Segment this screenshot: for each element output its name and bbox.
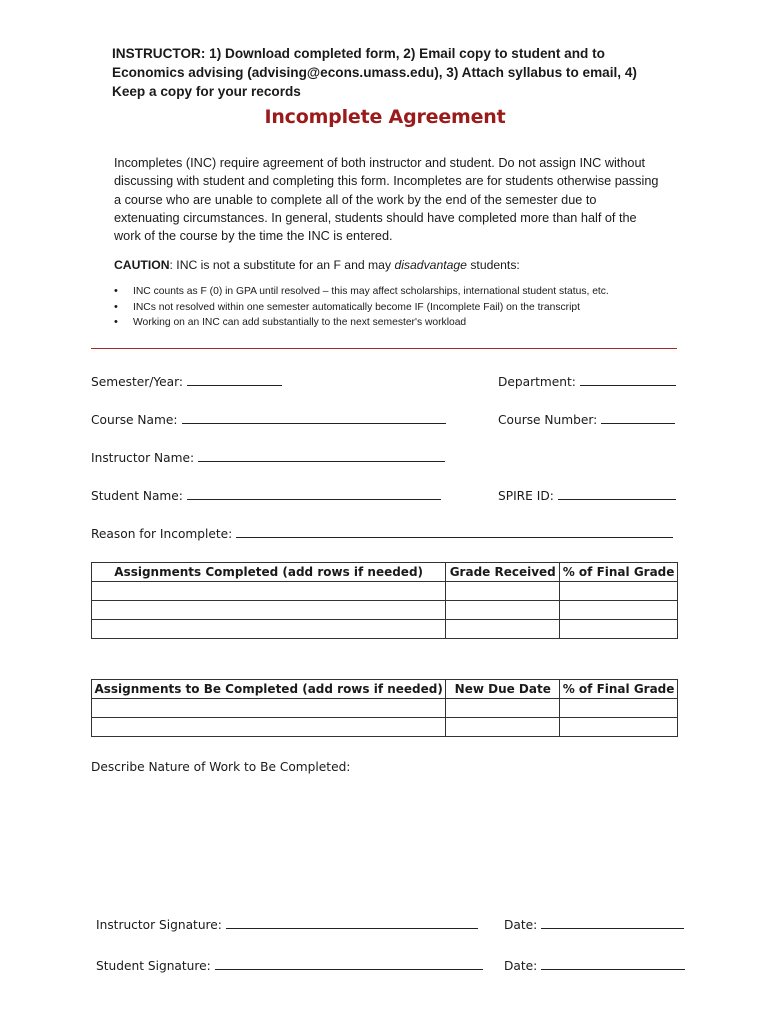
student-date-field[interactable] xyxy=(504,959,685,974)
caution-statement xyxy=(114,258,520,272)
section-divider xyxy=(91,348,677,349)
course-number-blank[interactable] xyxy=(601,413,675,424)
instructor-name-label: Instructor Name: xyxy=(91,451,195,465)
table-cell[interactable] xyxy=(560,718,678,737)
table-row xyxy=(92,718,678,737)
table-cell[interactable] xyxy=(92,718,446,737)
reason-field[interactable] xyxy=(91,527,673,542)
department-label: Department: xyxy=(498,375,576,389)
table-cell[interactable] xyxy=(92,699,446,718)
instructor-signature-label: Instructor Signature: xyxy=(96,918,222,932)
table-row xyxy=(92,620,678,639)
spire-id-field[interactable] xyxy=(498,489,676,504)
caution-text-after: students: xyxy=(466,258,520,272)
table-cell[interactable] xyxy=(446,620,560,639)
instructor-name-field[interactable] xyxy=(91,451,445,466)
describe-work-label: Describe Nature of Work to Be Completed: xyxy=(91,760,351,774)
table-cell[interactable] xyxy=(446,699,560,718)
caution-text-before: : INC is not a substitute for an F and may xyxy=(169,258,395,272)
table-row xyxy=(92,582,678,601)
table-header-cell: Assignments Completed (add rows if needed) xyxy=(92,563,446,582)
semester-year-field[interactable] xyxy=(91,375,282,390)
student-name-blank[interactable] xyxy=(187,489,441,500)
caution-bullet: • Working on an INC can add substantially to the next semester's workload xyxy=(114,315,674,331)
caution-label: CAUTION xyxy=(114,258,170,272)
table-row xyxy=(92,699,678,718)
caution-bullet: • INC counts as F (0) in GPA until resolved – this may affect scholarships, international student status, etc. xyxy=(114,284,674,300)
caution-bullet-list xyxy=(114,284,674,331)
table-cell[interactable] xyxy=(446,582,560,601)
table-header-cell: % of Final Grade xyxy=(560,680,678,699)
semester-year-label: Semester/Year: xyxy=(91,375,184,389)
course-name-label: Course Name: xyxy=(91,413,178,427)
table-cell[interactable] xyxy=(92,620,446,639)
instructor-date-label: Date: xyxy=(504,918,538,932)
table-cell[interactable] xyxy=(92,582,446,601)
table-header-cell: % of Final Grade xyxy=(560,563,678,582)
spire-id-blank[interactable] xyxy=(558,489,676,500)
spire-id-label: SPIRE ID: xyxy=(498,489,554,503)
reason-label: Reason for Incomplete: xyxy=(91,527,233,541)
table-header-row xyxy=(92,563,678,582)
caution-emphasis: disadvantage xyxy=(394,258,467,272)
assignments-to-complete-table xyxy=(91,679,678,737)
course-name-blank[interactable] xyxy=(182,413,446,424)
table-cell[interactable] xyxy=(446,601,560,620)
table-header-cell: Assignments to Be Completed (add rows if needed) xyxy=(92,680,446,699)
course-number-label: Course Number: xyxy=(498,413,598,427)
student-date-label: Date: xyxy=(504,959,538,973)
table-header-cell: Grade Received xyxy=(446,563,560,582)
student-signature-label: Student Signature: xyxy=(96,959,211,973)
instructor-signature-blank[interactable] xyxy=(226,918,478,929)
student-name-field[interactable] xyxy=(91,489,441,504)
student-signature-field[interactable] xyxy=(96,959,483,974)
instructor-name-blank[interactable] xyxy=(198,451,445,462)
department-field[interactable] xyxy=(498,375,676,390)
assignments-completed-table xyxy=(91,562,678,639)
table-cell[interactable] xyxy=(560,699,678,718)
student-signature-blank[interactable] xyxy=(215,959,483,970)
course-number-field[interactable] xyxy=(498,413,675,428)
student-name-label: Student Name: xyxy=(91,489,183,503)
describe-work-area[interactable] xyxy=(91,782,678,902)
table-cell[interactable] xyxy=(560,582,678,601)
instructor-signature-field[interactable] xyxy=(96,918,478,933)
table-cell[interactable] xyxy=(446,718,560,737)
table-row xyxy=(92,601,678,620)
caution-bullet: • INCs not resolved within one semester automatically become IF (Incomplete Fail) on the transcript xyxy=(114,300,674,316)
course-name-field[interactable] xyxy=(91,413,446,428)
department-blank[interactable] xyxy=(580,375,676,386)
table-header-cell: New Due Date xyxy=(446,680,560,699)
reason-blank[interactable] xyxy=(236,527,673,538)
table-cell[interactable] xyxy=(560,601,678,620)
table-header-row xyxy=(92,680,678,699)
table-cell[interactable] xyxy=(560,620,678,639)
semester-year-blank[interactable] xyxy=(187,375,282,386)
form-title: Incomplete Agreement xyxy=(264,106,506,128)
instructor-date-blank[interactable] xyxy=(541,918,684,929)
instructor-date-field[interactable] xyxy=(504,918,684,933)
instructor-instructions: INSTRUCTOR: 1) Download completed form, 2) Email copy to student and to Economics advising (advising@econs.umass.edu), 3) Attach syllabus to email, 4) Keep a copy for your records xyxy=(112,46,637,99)
student-date-blank[interactable] xyxy=(541,959,685,970)
intro-paragraph: Incompletes (INC) require agreement of both instructor and student. Do not assign INC without discussing with student and completing this form. Incompletes are for students otherwise passing a course who are unable to complete all of the work by the end of the semester due to extenuating circumstances. In general, students should have completed more than half of the work of the course by the time the INC is entered. xyxy=(114,156,659,244)
table-cell[interactable] xyxy=(92,601,446,620)
